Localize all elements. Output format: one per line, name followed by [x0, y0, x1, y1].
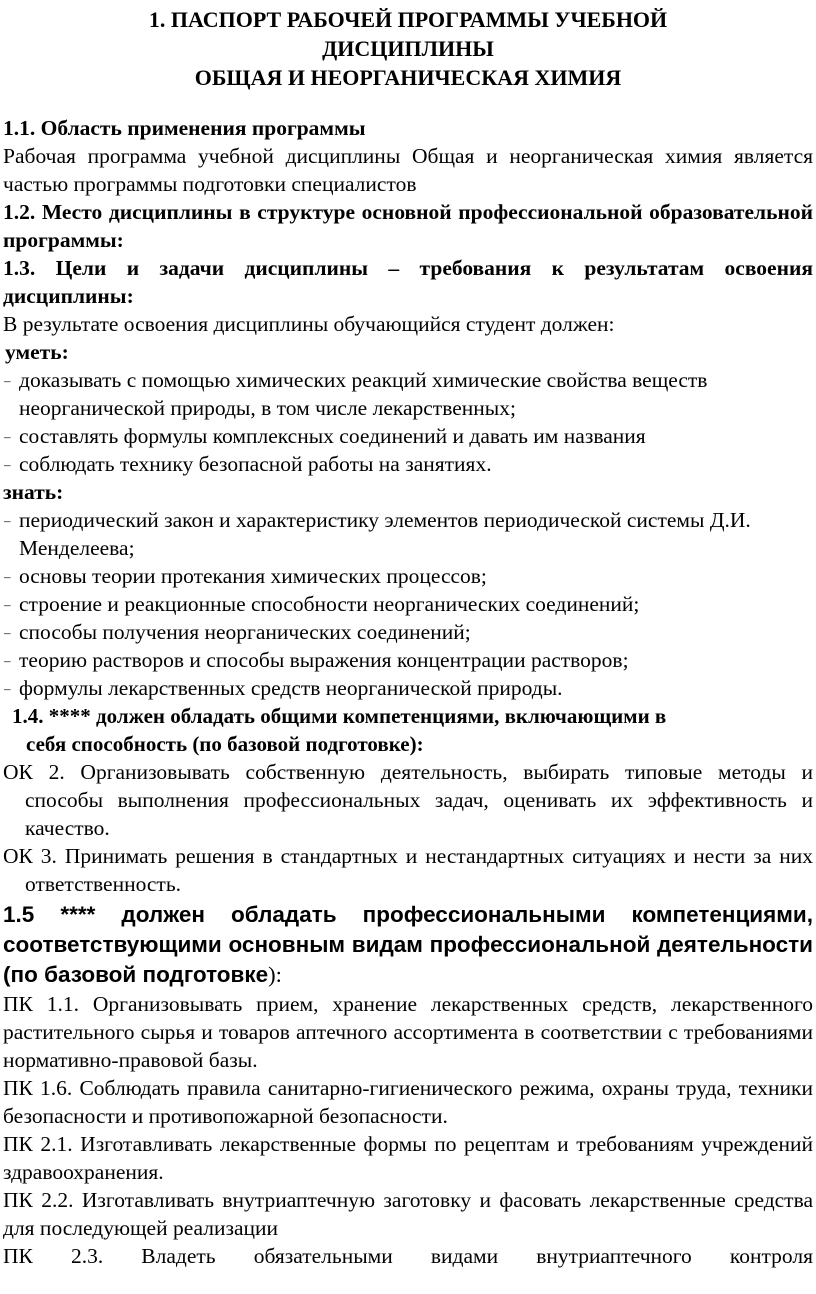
competency-pk-1-1: ПК 1.1. Организовывать прием, хранение лекарственных средств, лекарственного растительного сырья и товаров аптечного ассортимента в соответствии с требованиями нормативно-правовой базы.: [3, 992, 813, 1072]
dash-icon: –: [4, 569, 11, 584]
znat-label: знать:: [3, 480, 64, 504]
dash-icon: –: [4, 457, 11, 472]
section-1-3-intro: В результате освоения дисциплины обучающийся студент должен:: [3, 312, 615, 336]
umet-label: уметь:: [5, 340, 69, 364]
dash-icon: –: [4, 653, 11, 668]
title-line-3: ОБЩАЯ И НЕОРГАНИЧЕСКАЯ ХИМИЯ: [194, 65, 622, 90]
list-item: – составлять формулы комплексных соединений и давать им названия: [3, 422, 813, 450]
section-1-5-heading: 1.5 **** должен обладать профессиональными компетенциями, соответствующими основным видам профессиональной деятельности (по базовой подготовке):: [3, 902, 813, 987]
competency-ok-3: ОК 3. Принимать решения в стандартных и нестандартных ситуациях и нести за них ответственность.: [3, 844, 813, 896]
list-item: – доказывать с помощью химических реакций химические свойства веществ неорганической природы, в том числе лекарственных;: [4, 368, 708, 420]
competency-ok-2: ОК 2. Организовывать собственную деятельность, выбирать типовые методы и способы выполнения профессиональных задач, оценивать их эффективность и качество.: [3, 760, 813, 840]
list-item: – строение и реакционные способности неорганических соединений;: [3, 590, 813, 618]
document-body: [3, 114, 813, 1270]
umet-list: [3, 366, 813, 478]
title-line-1: 1. ПАСПОРТ РАБОЧЕЙ ПРОГРАММЫ УЧЕБНОЙ: [148, 7, 668, 32]
list-item: – теорию растворов и способы выражения концентрации растворов;: [3, 646, 813, 674]
document-title: [0, 5, 816, 92]
list-item: – основы теории протекания химических процессов;: [3, 562, 813, 590]
competency-pk-1-6: ПК 1.6. Соблюдать правила санитарно-гигиенического режима, охраны труда, техники безопасности и противопожарной безопасности.: [3, 1076, 813, 1128]
dash-icon: –: [4, 429, 11, 444]
list-item: – формулы лекарственных средств неорганической природы.: [3, 674, 813, 702]
list-item: – периодический закон и характеристику элементов периодической системы Д.И. Менделеева;: [4, 508, 751, 560]
list-item: – способы получения неорганических соединений;: [3, 618, 813, 646]
dash-icon: –: [4, 597, 11, 612]
dash-icon: –: [4, 625, 11, 640]
dash-icon: –: [4, 681, 11, 696]
section-1-4-heading: [12, 702, 813, 758]
dash-icon: –: [4, 373, 11, 388]
section-1-3-heading: 1.3. Цели и задачи дисциплины – требования к результатам освоения дисциплины:: [3, 256, 813, 308]
competency-pk-2-1: ПК 2.1. Изготавливать лекарственные формы по рецептам и требованиям учреждений здравоохранения.: [3, 1132, 813, 1184]
competency-pk-2-3: ПК 2.3. Владеть обязательными видами внутриаптечного контроля: [3, 1244, 813, 1268]
section-1-4-heading-line-1: 1.4. **** должен обладать общими компетенциями, включающими в: [12, 704, 667, 728]
dash-icon: –: [4, 513, 11, 528]
section-1-1-text: Рабочая программа учебной дисциплины Общая и неорганическая химия является частью программы подготовки специалистов: [3, 144, 813, 196]
section-1-1-heading: 1.1. Область применения программы: [3, 116, 366, 140]
competency-pk-2-2: ПК 2.2. Изготавливать внутриаптечную заготовку и фасовать лекарственные средства для последующей реализации: [3, 1188, 813, 1240]
znat-list: [3, 506, 813, 702]
title-line-2: ДИСЦИПЛИНЫ: [322, 36, 494, 61]
list-item: – соблюдать технику безопасной работы на занятиях.: [3, 450, 813, 478]
section-1-2-heading: 1.2. Место дисциплины в структуре основной профессиональной образовательной программы:: [3, 200, 813, 252]
section-1-4-heading-line-2: себя способность (по базовой подготовке):: [26, 732, 424, 756]
